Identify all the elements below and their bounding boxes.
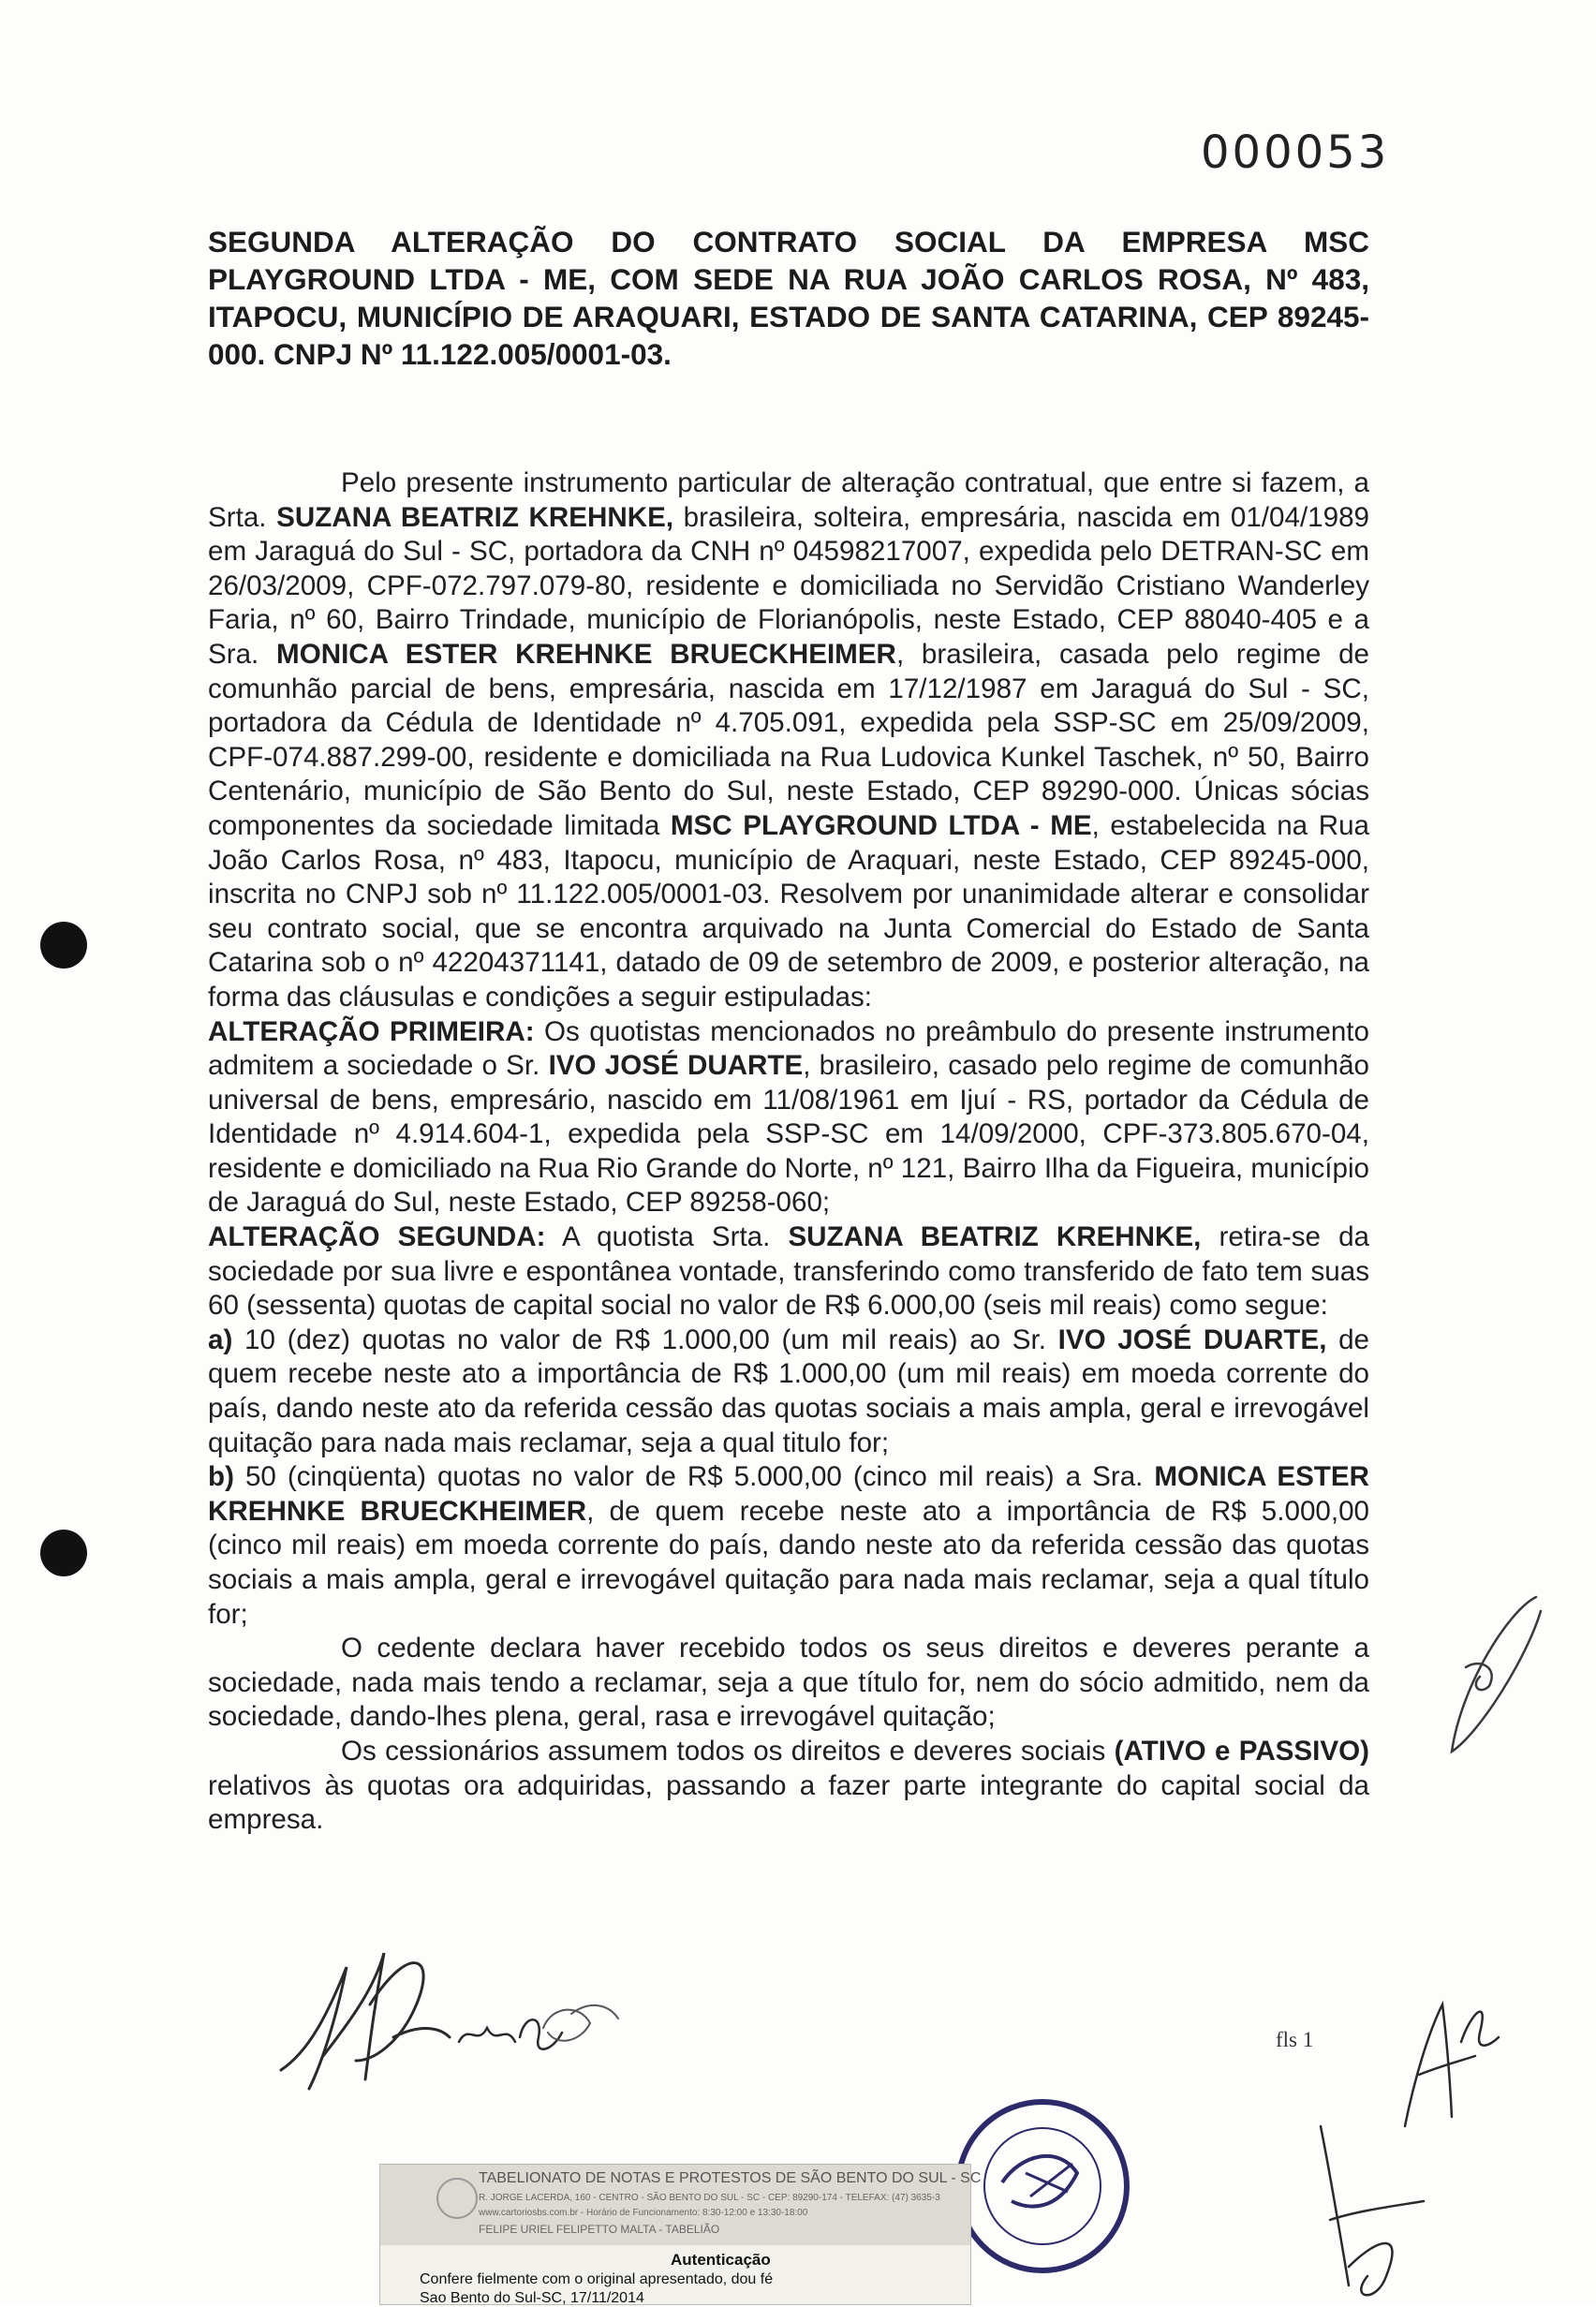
company-name: MSC PLAYGROUND LTDA - ME xyxy=(670,809,1092,841)
stamp-address: R. JORGE LACERDA, 160 - CENTRO - SÃO BENTO DO SUL - SC - CEP: 89290-174 - TELEFAX: (47) 3635-3 xyxy=(479,2193,940,2203)
clause-text: Os cessionários assumem todos os direitos e deveres sociais xyxy=(341,1735,1115,1767)
item-text: , de quem recebe neste ato a importância de R$ 5.000,00 (cinco mil reais) em moeda corrente do país, dando neste ato da referida cessão das quotas sociais a mais ampla, geral e irrevogável quitação para nada mais reclamar, seja a qual título for; xyxy=(208,1495,1369,1630)
stamp-auth-title: Autenticação xyxy=(671,2251,771,2269)
preamble-text: , brasileira, casada pelo regime de comunhão parcial de bens, empresária, nascida em 17/12/1987 em Jaraguá do Sul - SC, portadora da Cédula de Identidade nº 4.705.091, expedida pela SSP-SC em 25/09/2009, CPF-074.887.299-00, residente e domiciliada na Rua Ludovica Kunkel Taschek, nº 50, Bairro Centenário, município de São Bento do Sul, neste Estado, CEP 89290-000. Únicas sócias componentes da sociedade limitada xyxy=(208,638,1370,841)
clause-text: A quotista Srta. xyxy=(545,1221,789,1253)
party-name: IVO JOSÉ DUARTE, xyxy=(1057,1324,1327,1355)
clause-text: , brasileiro, casado pelo regime de comunhão universal de bens, empresário, nascido em 11/08/1961 em Ijuí - RS, portador da Cédula de Identidade nº 4.914.604-1, expedida pela SSP-SC em 14/09/2000, CPF-373.805.670-04, residente e domiciliado na Rua Rio Grande do Norte, nº 121, Bairro Ilha da Figueira, município de Jaraguá do Sul, neste Estado, CEP 89258-060; xyxy=(208,1050,1370,1219)
cedent-paragraph: O cedente declara haver recebido todos os seus direitos e deveres perante a sociedade, nada mais tendo a reclamar, seja a que título for, nem do sócio admitido, nem da sociedade, dando-lhes plena, geral, rasa e irrevogável quitação; xyxy=(208,1633,1369,1733)
stamp-office: TABELIONATO DE NOTAS E PROTESTOS DE SÃO BENTO DO SUL - SC xyxy=(479,2170,982,2186)
document-number: 000053 xyxy=(1201,126,1390,179)
preamble-text: , estabelecida na Rua João Carlos Rosa, nº 483, Itapocu, município de Araquari, neste Estado, CEP 89245-000, inscrita no CNPJ sob nº 11.122.005/0001-03. Resolvem por unanimidade alterar e consolidar seu contrato social, que se encontra arquivado na Junta Comercial do Estado de Santa Catarina sob o nº 42204371141, datado de 09 de setembro de 2009, e posterior alteração, na forma das cláusulas e condições a seguir estipuladas: xyxy=(208,809,1369,1013)
clause-heading: ALTERAÇÃO PRIMEIRA: xyxy=(208,1015,535,1047)
item-label: a) xyxy=(208,1324,233,1355)
notary-seal-stamp xyxy=(958,2102,1127,2270)
party-name: SUZANA BEATRIZ KREHNKE, xyxy=(788,1221,1202,1253)
party-name: IVO JOSÉ DUARTE xyxy=(548,1050,804,1082)
party-name: MONICA ESTER KREHNKE BRUECKHEIMER xyxy=(208,1461,1369,1527)
preamble-text: Pelo presente instrumento particular de alteração contratual, que entre si fazem, a Srta. xyxy=(208,467,1369,533)
rubric-bottom-right xyxy=(1321,2004,1499,2295)
stamp-header xyxy=(380,2165,982,2245)
clause-text: relativos às quotas ora adquiridas, passando a fazer parte integrante do capital social da empresa. xyxy=(208,1769,1369,1836)
authentication-stamp xyxy=(379,2164,982,2306)
party-name: MONICA ESTER KREHNKE BRUECKHEIMER xyxy=(276,638,896,670)
rubric-initials xyxy=(543,2005,618,2041)
stamp-notary: FELIPE URIEL FELIPETTO MALTA - TABELIÃO xyxy=(479,2223,720,2236)
document-title: SEGUNDA ALTERAÇÃO DO CONTRATO SOCIAL DA EMPRESA MSC PLAYGROUND LTDA - ME, COM SEDE NA RUA JOÃO CARLOS ROSA, Nº 483, ITAPOCU, MUNICÍPIO DE ARAQUARI, ESTADO DE SANTA CATARINA, CEP 89245-000. CNPJ Nº 11.122.005/0001-03. xyxy=(208,225,1369,371)
party-name: SUZANA BEATRIZ KREHNKE, xyxy=(276,501,674,533)
coat-of-arms-icon xyxy=(436,2178,478,2219)
stamp-hours: www.cartoriosbs.com.br - Horário de Funcionamento: 8:30-12:00 e 13:30-18:00 xyxy=(479,2208,808,2218)
item-text: 50 (cinqüenta) quotas no valor de R$ 5.000,00 (cinco mil reais) a Sra. xyxy=(233,1461,1155,1493)
bold-text: (ATIVO e PASSIVO) xyxy=(1114,1735,1369,1767)
preamble-text: brasileira, solteira, empresária, nascida em 01/04/1989 em Jaraguá do Sul - SC, portadora da CNH nº 04598217007, expedida pelo DETRAN-SC em 26/03/2009, CPF-072.797.079-80, residente e domiciliada no Servidão Cristiano Wanderley Faria, nº 60, Bairro Trindade, município de Florianópolis, neste Estado, CEP 88040-405 e a Sra. xyxy=(208,501,1370,670)
clause-text: Os quotistas mencionados no preâmbulo do presente instrumento admitem a sociedade o Sr. xyxy=(208,1015,1369,1082)
stamp-place-date: Sao Bento do Sul-SC, 17/11/2014 xyxy=(420,2290,644,2306)
clause-heading: ALTERAÇÃO SEGUNDA: xyxy=(208,1221,546,1253)
item-text: 10 (dez) quotas no valor de R$ 1.000,00 (um mil reais) ao Sr. xyxy=(232,1324,1058,1355)
page-label: fls 1 xyxy=(1276,2028,1314,2051)
signature-middle xyxy=(459,2019,562,2048)
rubric-right-margin xyxy=(1452,1597,1541,1752)
stamp-confirmation: Confere fielmente com o original apresentado, dou fé xyxy=(420,2271,774,2287)
item-text: de quem recebe neste ato a importância de R$ 1.000,00 (um mil reais) em moeda corrente do país, dando neste ato da referida cessão das quotas sociais a mais ampla, geral e irrevogável quitação para nada mais reclamar, seja a qual titulo for; xyxy=(208,1324,1369,1458)
signature-left xyxy=(281,1953,450,2089)
item-label: b) xyxy=(208,1461,234,1493)
clause-text: retira-se da sociedade por sua livre e espontânea vontade, transferindo como transferido de fato tem suas 60 (sessenta) quotas de capital social no valor de R$ 6.000,00 (seis mil reais) como segue: xyxy=(208,1221,1369,1322)
